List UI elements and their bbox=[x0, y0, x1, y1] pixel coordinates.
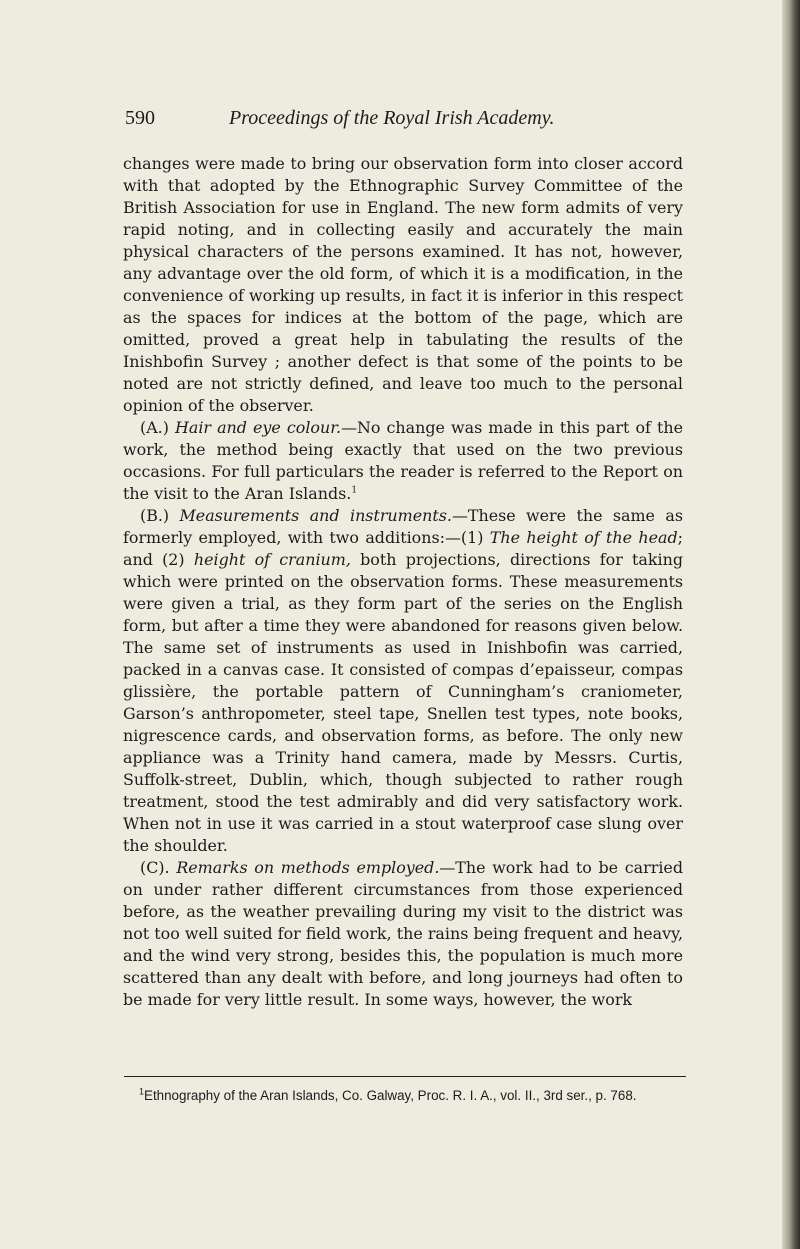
measurement-item: height of cranium, bbox=[193, 550, 351, 569]
section-heading: Hair and eye colour. bbox=[175, 418, 342, 437]
footnote-divider bbox=[124, 1076, 686, 1077]
footnote bbox=[124, 1086, 686, 1105]
body-text bbox=[123, 153, 683, 1011]
paragraph-text: changes were made to bring our observation form into closer accord with that adopted by the Ethnographic Survey Committee of the British Association for use in England. The new form admits of very rapid noting, and in collecting easily and accurately the main physical characters of the persons examined. It has not, however, any advantage over the old form, of which it is a modification, in the convenience of working up results, in fact it is inferior in this respect as the spaces for indices at the bottom of the page, which are omitted, proved a great help in tabulating the results of the Inishbofin Survey ; another defect is that some of the points to be noted are not strictly defined, and leave too much to the personal opinion of the observer. bbox=[123, 154, 683, 415]
paragraph-measurements bbox=[123, 505, 683, 857]
section-heading: Remarks on methods employed. bbox=[176, 858, 440, 877]
paragraph-text: —The work had to be carried on under rather different circumstances from those experienced before, as the weather prevailing during my visit to the district was not too well suited for field work, the rains being frequent and heavy, and the wind very strong, besides this, the population is much more scattered than any dealt with before, and long journeys had often to be made for very little result. In some ways, however, the work bbox=[123, 858, 683, 1009]
footnote-marker: 1 bbox=[139, 1086, 145, 1097]
paragraph-text: —These were the same as formerly employed, with two additions:—(1) bbox=[123, 506, 683, 547]
section-label: (C). bbox=[140, 858, 177, 877]
paragraph-observation-form bbox=[123, 153, 683, 417]
paragraph-text: ; and (2) bbox=[123, 528, 684, 569]
paragraph-text: both projections, directions for taking which were printed on the observation forms. These measurements were given a trial, as they form part of the series on the English form, but after a time they were abandoned for reasons given below. The same set of instruments as used in Inishbofin was carried, packed in a canvas case. It consisted of compas d’epaisseur, compas glissière, the portable pattern of Cunningham’s craniometer, Garson’s anthropometer, steel tape, Snellen test types, note books, nigrescence cards, and observation forms, as before. The only new appliance was a Trinity hand camera, made by Messrs. Curtis, Suffolk-street, Dublin, which, though subjected to rather rough treatment, stood the test admirably and did very satisfactory work. When not in use it was carried in a stout waterproof case slung over the shoulder. bbox=[123, 550, 683, 855]
footnote-reference: 1 bbox=[351, 485, 358, 496]
running-title: Proceedings of the Royal Irish Academy. bbox=[229, 107, 555, 129]
measurement-item: The height of the head bbox=[489, 528, 678, 547]
paragraph-hair-eye-colour bbox=[123, 417, 683, 505]
section-label: (A.) bbox=[140, 418, 175, 437]
page-header bbox=[125, 107, 685, 135]
page-number: 590 bbox=[125, 107, 155, 129]
section-heading: Measurements and instruments. bbox=[179, 506, 452, 525]
paragraph-text: —No change was made in this part of the work, the method being exactly that used on the two previous occasions. For full particulars the reader is referred to the Report on the visit to the Aran Islands. bbox=[123, 418, 683, 503]
paragraph-remarks bbox=[123, 857, 683, 1011]
section-label: (B.) bbox=[140, 506, 180, 525]
book-binding-edge bbox=[782, 0, 800, 1249]
footnote-text: Ethnography of the Aran Islands, Co. Galway, Proc. R. I. A., vol. II., 3rd ser., p. 768. bbox=[144, 1088, 637, 1103]
